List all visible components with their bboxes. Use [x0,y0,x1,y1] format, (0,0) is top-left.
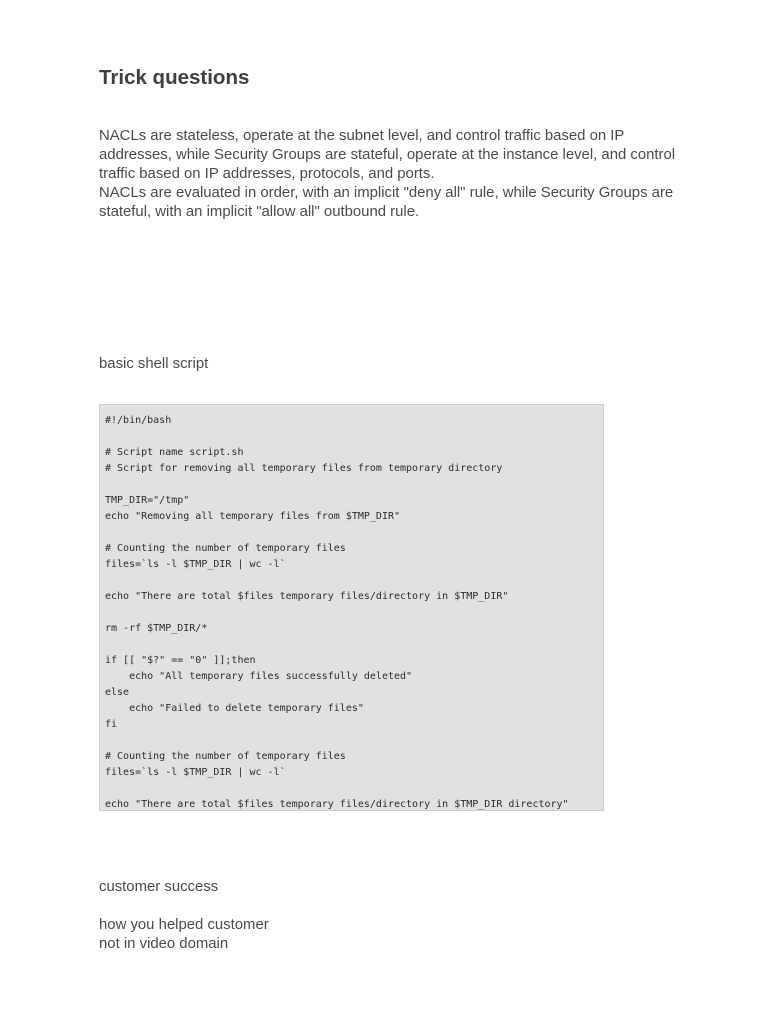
code-line: echo "All temporary files successfully deleted" [105,671,413,682]
nacl-paragraph-1: NACLs are stateless, operate at the subnet level, and control traffic based on IP addresses, while Security Groups are stateful, operate at the instance level, and control traffic based on IP addresses, protocols, and ports. [99,128,676,182]
code-line: TMP_DIR="/tmp" [105,495,190,506]
code-line: files=`ls -l $TMP_DIR | wc -l` [105,767,286,778]
code-line: echo "Failed to delete temporary files" [105,703,364,714]
code-line: # Counting the number of temporary files [105,543,346,554]
nacl-paragraph-2: NACLs are evaluated in order, with an implicit "deny all" rule, while Security Groups are stateful, with an implicit "allow all" outbound rule. [99,185,674,220]
code-line: rm -rf $TMP_DIR/* [105,623,208,634]
page-title: Trick questions [99,66,250,89]
note-line: not in video domain [99,936,229,952]
code-line: # Script for removing all temporary files from temporary directory [105,463,503,474]
code-line: echo "There are total $files temporary files/directory in $TMP_DIR" [105,591,509,602]
customer-success-heading: customer success [99,879,219,895]
code-line: # Counting the number of temporary files [105,751,346,762]
code-line: if [[ "$?" == "0" ]];then [105,655,256,666]
code-line: else [105,687,130,698]
code-line: echo "Removing all temporary files from $TMP_DIR" [105,511,401,522]
code-block [99,404,604,811]
code-line: #!/bin/bash [105,415,172,426]
code-line: files=`ls -l $TMP_DIR | wc -l` [105,559,286,570]
code-line: echo "There are total $files temporary files/directory in $TMP_DIR directory" [105,799,569,810]
code-line: fi [105,719,118,730]
code-line: # Script name script.sh [105,447,244,458]
note-line: how you helped customer [99,917,269,933]
shell-script-heading: basic shell script [99,356,209,372]
